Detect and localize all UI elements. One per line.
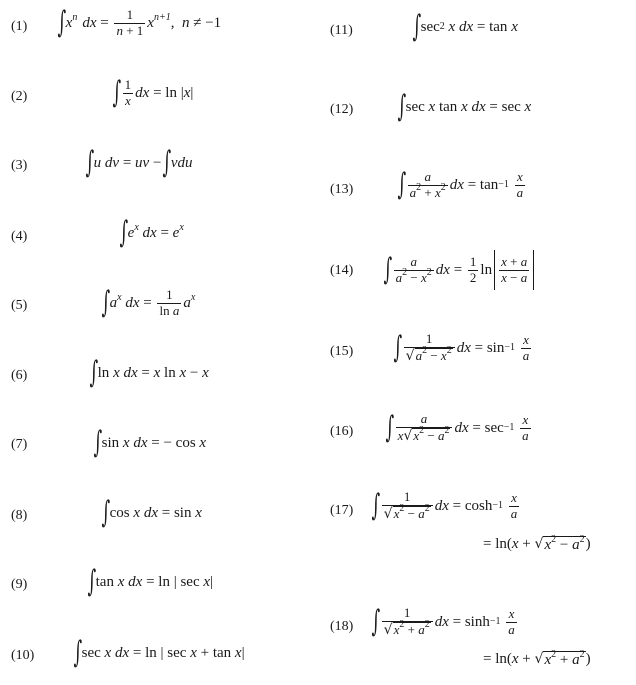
formula-5: ∫ $a^x$ dx = $\frac{1}{\text{ln a}}$ $a^x$ [101,285,196,321]
formula-number-16: (16) [330,424,354,439]
formula-number-7: (7) [11,437,28,452]
formula-number-11: (11) [330,23,353,38]
formula-number-17: (17) [330,503,354,518]
formula-13: ∫ $\frac{a}{a^2 + x^2}$ dx = tan −1 $\frac{x}{a}$ [397,167,524,203]
formula-18-continuation: = ln(x + √ $x^2 + a^2$ ) [483,649,591,668]
formula-number-14: (14) [330,263,354,278]
formula-number-8: (8) [11,508,28,523]
formula-3: ∫ u dv = uv − ∫ vdu [85,145,193,180]
formula-15: ∫ 1 √ $a^2 - x^2$ dx = sin −1 $\frac{x}{a}$ [393,330,530,366]
formula-4: ∫ $e^x$ dx = $e^x$ [119,215,184,250]
formula-12: ∫ sec x tan x dx = sec x [397,89,532,124]
formula-7: ∫ sin x dx = − cos x [93,425,207,460]
formula-17: ∫ 1 √ $x^2 - a^2$ dx = cosh −1 $\frac{x}{a}$ [371,488,518,524]
formula-9: ∫ tan x dx = ln | sec x | [87,564,214,599]
formula-number-2: (2) [11,89,28,104]
formula-17-continuation: = ln(x + √ $x^2 - a^2$ ) [483,534,591,553]
formula-number-5: (5) [11,298,28,313]
formula-number-3: (3) [11,158,28,173]
formula-number-1: (1) [11,19,28,34]
formula-number-13: (13) [330,182,354,197]
formula-2: ∫ $\frac{1}{x}$ dx = ln | x | [112,75,194,111]
formula-number-9: (9) [11,577,28,592]
formula-6: ∫ ln x dx = x ln x − x [89,355,209,390]
formula-16: ∫ a x √ $x^2 - a^2$ dx = sec −1 $\frac{x}{a}$ [385,410,529,446]
formula-number-6: (6) [11,368,28,383]
formula-10: ∫ sec x dx = ln | sec x + tan x | [73,635,245,670]
formula-number-10: (10) [11,648,35,663]
formula-11: ∫ sec 2 x dx = tan x [412,9,518,44]
formula-1: ∫ $x^n$ dx = $\frac{1}{n + 1}$ $x^{n+1}$ , n ≠ −1 [57,5,222,41]
formula-number-4: (4) [11,229,28,244]
formula-number-18: (18) [330,619,354,634]
formula-18: ∫ 1 √ $x^2 + a^2$ dx = sinh −1 $\frac{x}{a}$ [371,604,515,640]
formula-number-12: (12) [330,102,354,117]
formula-8: ∫ cos x dx = sin x [101,495,202,530]
formula-14: ∫ $\frac{a}{a^2 - x^2}$ dx = $\frac{1}{2}$ ln $\frac{x + a}{x - a}$ [386,250,536,290]
formula-number-15: (15) [330,344,354,359]
